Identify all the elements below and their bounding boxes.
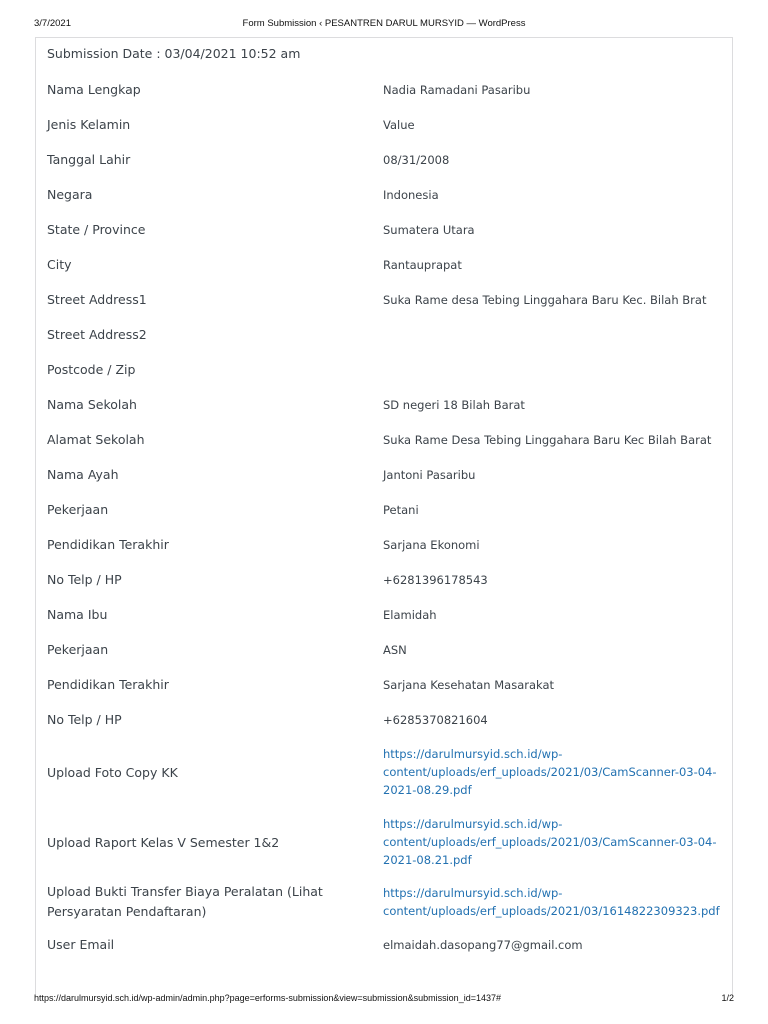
field-label: No Telp / HP (47, 712, 122, 727)
file-link[interactable]: https://darulmursyid.sch.id/wp-content/uploads/erf_uploads/2021/03/1614822309323.pdf (383, 886, 720, 918)
field-row (36, 807, 732, 877)
field-value: ASN (383, 642, 407, 657)
field-value: +6285370821604 (383, 712, 488, 727)
field-label: Nama Ayah (47, 467, 119, 482)
field-row (36, 667, 732, 702)
field-row (36, 877, 732, 927)
field-label: Alamat Sekolah (47, 432, 145, 447)
field-label: City (47, 257, 72, 272)
field-label: Nama Lengkap (47, 82, 141, 97)
field-value (383, 877, 732, 927)
field-value: Sarjana Ekonomi (383, 537, 480, 552)
file-link[interactable]: https://darulmursyid.sch.id/wp-content/uploads/erf_uploads/2021/03/CamScanner-03-04-2021-08.21.pdf (383, 817, 717, 867)
print-footer (0, 990, 768, 1008)
field-label: Jenis Kelamin (47, 117, 131, 132)
page-number: 1/2 (721, 993, 734, 1003)
field-value: Petani (383, 502, 419, 517)
field-row (36, 422, 732, 457)
field-label: Tanggal Lahir (47, 152, 131, 167)
field-row (36, 317, 732, 352)
field-value: Rantauprapat (383, 257, 462, 272)
field-label: Postcode / Zip (47, 362, 136, 377)
field-label: No Telp / HP (47, 572, 122, 587)
field-row (36, 142, 732, 177)
field-label: User Email (47, 937, 115, 952)
submission-date: Submission Date : 03/04/2021 10:52 am (47, 46, 301, 61)
field-label: Street Address1 (47, 292, 147, 307)
field-row (36, 387, 732, 422)
field-row (36, 282, 732, 317)
field-row (36, 352, 732, 387)
field-row (36, 702, 732, 737)
field-label: Nama Ibu (47, 607, 108, 622)
field-label: Nama Sekolah (47, 397, 137, 412)
field-label: Pendidikan Terakhir (47, 677, 169, 692)
field-label: Pekerjaan (47, 642, 109, 657)
print-page-title: Form Submission ‹ PESANTREN DARUL MURSYID — WordPress (242, 18, 526, 29)
submission-panel (35, 37, 733, 997)
field-label: State / Province (47, 222, 146, 237)
print-header (0, 14, 768, 32)
field-value: elmaidah.dasopang77@gmail.com (383, 937, 583, 952)
field-label: Upload Foto Copy KK (47, 764, 178, 780)
field-label: Negara (47, 187, 93, 202)
field-value: 08/31/2008 (383, 152, 450, 167)
field-value: Value (383, 117, 415, 132)
field-value (383, 737, 732, 807)
field-value: +6281396178543 (383, 572, 488, 587)
field-value: Suka Rame Desa Tebing Linggahara Baru Kec Bilah Barat (383, 432, 712, 447)
field-value (383, 352, 732, 387)
field-value (383, 317, 732, 352)
field-row (36, 527, 732, 562)
field-row (36, 597, 732, 632)
field-value: Nadia Ramadani Pasaribu (383, 82, 531, 97)
field-row (36, 737, 732, 807)
field-label: Pekerjaan (47, 502, 109, 517)
file-link[interactable]: https://darulmursyid.sch.id/wp-content/uploads/erf_uploads/2021/03/CamScanner-03-04-2021-08.29.pdf (383, 747, 717, 797)
field-label: Upload Bukti Transfer Biaya Peralatan (Lihat Persyaratan Pendaftaran) (47, 884, 323, 919)
field-value: SD negeri 18 Bilah Barat (383, 397, 525, 412)
print-url: https://darulmursyid.sch.id/wp-admin/admin.php?page=erforms-submission&view=submission&submission_id=1437# (34, 993, 501, 1003)
field-value: Suka Rame desa Tebing Linggahara Baru Kec. Bilah Brat (383, 292, 707, 307)
field-value: Sumatera Utara (383, 222, 475, 237)
field-row (36, 457, 732, 492)
field-row (36, 247, 732, 282)
print-date: 3/7/2021 (34, 18, 71, 29)
field-row (36, 927, 732, 962)
field-value: Sarjana Kesehatan Masarakat (383, 677, 555, 692)
field-label: Pendidikan Terakhir (47, 537, 169, 552)
field-value (383, 807, 732, 877)
submission-fields-table (36, 72, 732, 962)
field-row (36, 72, 732, 107)
field-label: Street Address2 (47, 327, 147, 342)
field-row (36, 632, 732, 667)
field-row (36, 212, 732, 247)
field-row (36, 107, 732, 142)
field-label: Upload Raport Kelas V Semester 1&2 (47, 834, 280, 850)
field-row (36, 177, 732, 212)
field-value: Elamidah (383, 607, 437, 622)
field-value: Jantoni Pasaribu (383, 467, 476, 482)
field-value: Indonesia (383, 187, 439, 202)
field-row (36, 562, 732, 597)
field-row (36, 492, 732, 527)
